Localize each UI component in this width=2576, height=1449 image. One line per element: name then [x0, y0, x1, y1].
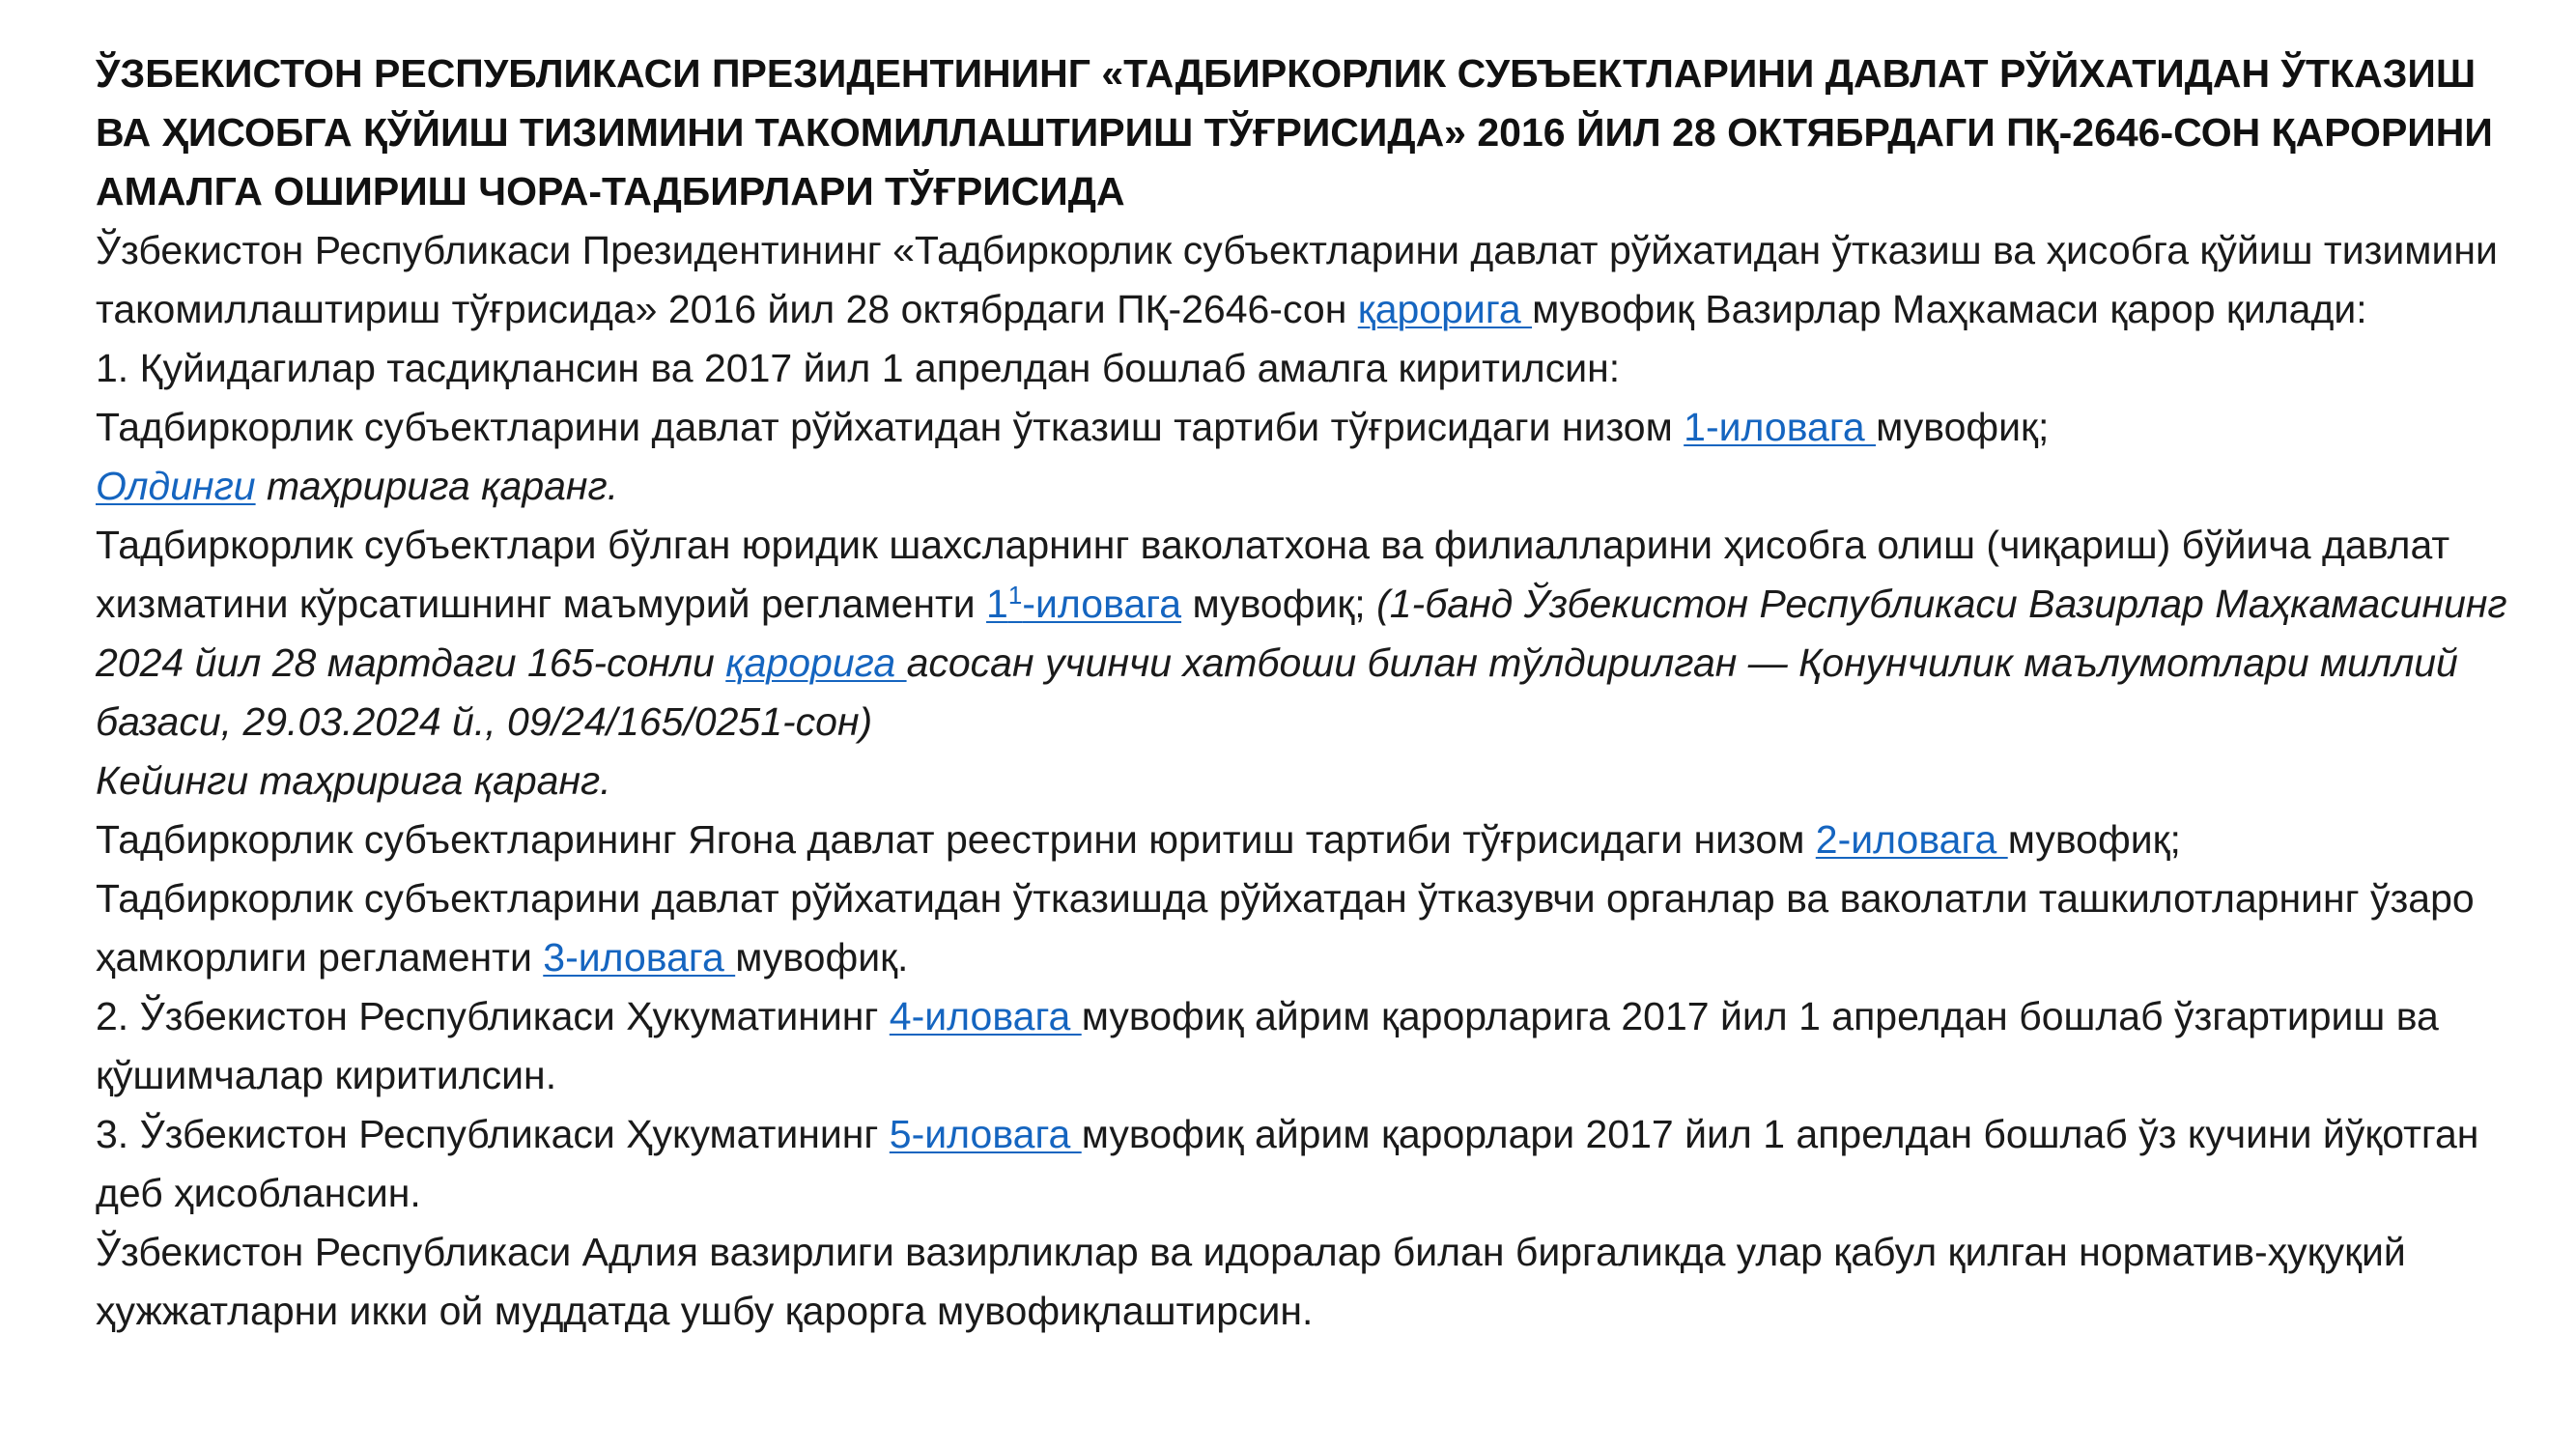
item-1-sub-1 — [96, 398, 2530, 457]
sub-1-1-text-mid: мувофиқ; — [1181, 582, 1377, 626]
annex-1-1-link[interactable] — [986, 582, 1181, 626]
item-3-text: 3. Ўзбекистон Республикаси Ҳукуматининг — [96, 1112, 890, 1156]
sub-3-text-end: мувофиқ. — [735, 935, 909, 980]
document-body — [96, 44, 2530, 1341]
item-1-sub-1-1 — [96, 516, 2530, 752]
sub-1-text-end: мувофиқ; — [1876, 405, 2050, 449]
item-2 — [96, 987, 2530, 1105]
item-3-text-end: мувофиқ айрим қарорлари 2017 йил 1 апрелдан бошлаб ўз кучини йўқотган деб ҳисоблансин. — [96, 1112, 2479, 1215]
item-1-intro: 1. Қуйидагилар тасдиқлансин ва 2017 йил 1 апрелдан бошлаб амалга киритилсин: — [96, 346, 1621, 390]
sub-2-text: Тадбиркорлик субъектларининг Ягона давлат реестрини юритиш тартиби тўғрисидаги низом — [96, 817, 1816, 862]
preamble-paragraph — [96, 221, 2530, 339]
annex-5-link[interactable]: 5-иловага — [889, 1112, 1082, 1156]
amendment-note-start: (1-банд Ўзбекистон Республикаси Вазирлар Маҳкамасининг 2024 йил 28 мартдаги 165-сонли — [96, 582, 2507, 685]
resolution-link[interactable]: қарорига — [1357, 287, 1533, 331]
closing-paragraph: Ўзбекистон Республикаси Адлия вазирлиги вазирликлар ва идоралар билан биргаликда улар қабул қилган норматив-ҳуқуқий ҳужжатларни икки ой муддатда ушбу қарорга мувофиқлаштирсин. — [96, 1230, 2406, 1333]
preamble-text-end: мувофиқ Вазирлар Маҳкамаси қарор қилади: — [1532, 287, 2367, 331]
item-2-text-end: мувофиқ айрим қарорларига 2017 йил 1 апрелдан бошлаб ўзгартириш ва қўшимчалар киритилсин. — [96, 994, 2439, 1097]
annex-1-link[interactable]: 1-иловага — [1684, 405, 1877, 449]
preamble-text: Ўзбекистон Республикаси Президентининг «Тадбиркорлик субъектларини давлат рўйхатидан ўтказиш ва ҳисобга қўйиш тизимини такомиллаштириш тўғрисида» 2016 йил 28 октябрдаги ПҚ-2646-сон — [96, 228, 2498, 331]
annex-2-link[interactable]: 2-иловага — [1815, 817, 2008, 862]
annex-4-link[interactable]: 4-иловага — [889, 994, 1082, 1038]
next-edition-note: Кейинги таҳририга қаранг. — [96, 758, 611, 803]
previous-edition-text: таҳририга қаранг. — [255, 464, 619, 508]
previous-edition-note — [96, 457, 2530, 516]
item-1-sub-3 — [96, 869, 2530, 987]
amendment-note-end: асосан учинчи хатбоши билан тўлдирилган — Қонунчилик маълумотлари миллий базаси, 29.03.2024 й., 09/24/165/0251-сон) — [96, 640, 2458, 744]
item-3 — [96, 1105, 2530, 1223]
sub-1-1-text: Тадбиркорлик субъектлари бўлган юридик шахсларнинг ваколатхона ва филиалларини ҳисобга олиш (чиқариш) бўйича давлат хизматини кўрсатишнинг маъмурий регламенти — [96, 523, 2450, 626]
item-2-text: 2. Ўзбекистон Республикаси Ҳукуматининг — [96, 994, 890, 1038]
annex-1-1-link-main: 1 — [986, 582, 1008, 626]
previous-edition-link[interactable]: Олдинги — [96, 464, 256, 508]
item-1-sub-2 — [96, 810, 2530, 869]
sub-3-text: Тадбиркорлик субъектларини давлат рўйхатидан ўтказишда рўйхатдан ўтказувчи органлар ва ваколатли ташкилотларнинг ўзаро ҳамкорлиги регламенти — [96, 876, 2475, 980]
sub-1-text: Тадбиркорлик субъектларини давлат рўйхатидан ўтказиш тартиби тўғрисидаги низом — [96, 405, 1684, 449]
annex-1-1-link-rest: -иловага — [1022, 582, 1182, 626]
annex-1-1-link-superscript: 1 — [1007, 581, 1023, 610]
sub-2-text-end: мувофиқ; — [2007, 817, 2181, 862]
amendment-resolution-link[interactable]: қарорига — [725, 640, 907, 685]
annex-3-link[interactable]: 3-иловага — [543, 935, 736, 980]
document-title: ЎЗБЕКИСТОН РЕСПУБЛИКАСИ ПРЕЗИДЕНТИНИНГ «ТАДБИРКОРЛИК СУБЪЕКТЛАРИНИ ДАВЛАТ РЎЙХАТИДАН ЎТКАЗИШ ВА ҲИСОБГА ҚЎЙИШ ТИЗИМИНИ ТАКОМИЛЛАШТИРИШ ТЎҒРИСИДА» 2016 ЙИЛ 28 ОКТЯБРДАГИ ПҚ-2646-СОН ҚАРОРИНИ АМАЛГА ОШИРИШ ЧОРА-ТАДБИРЛАРИ ТЎҒРИСИДА — [96, 51, 2493, 213]
